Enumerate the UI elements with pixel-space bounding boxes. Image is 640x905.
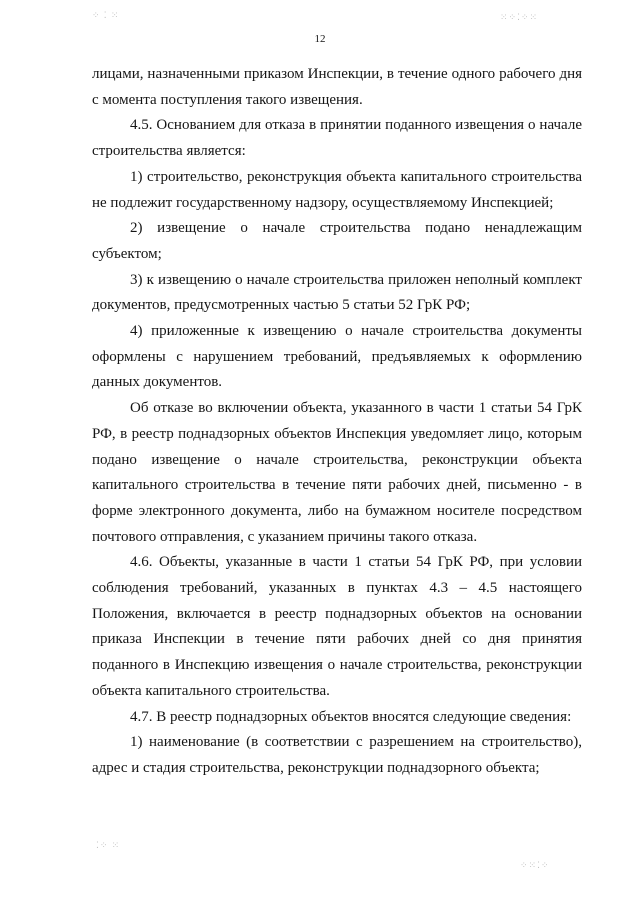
list-item-4: 4) приложенные к извещению о начале строительства документы оформлены с нарушением требований, предъявляемых к оформлению данных документов. bbox=[92, 323, 582, 391]
scan-noise: ⁘⁙⁚⁘ bbox=[520, 860, 550, 870]
scan-noise: ⁚⁘ ⁙ bbox=[96, 840, 121, 850]
document-body bbox=[92, 62, 582, 782]
list-item-3: 3) к извещению о начале строительства приложен неполный комплект документов, предусмотренных частью 5 статьи 52 ГрК РФ; bbox=[92, 271, 582, 314]
paragraph-4-5: 4.5. Основанием для отказа в принятии поданного извещения о начале строительства является: bbox=[92, 117, 582, 160]
list-item-4-7-1: 1) наименование (в соответствии с разрешением на строительство), адрес и стадия строительства, реконструкции поднадзорного объекта; bbox=[92, 734, 582, 776]
list-item-1: 1) строительство, реконструкция объекта капитального строительства не подлежит государственному надзору, осуществляемому Инспекцией; bbox=[92, 168, 582, 211]
scan-noise: ⁘ ⁚ ⁙ bbox=[92, 10, 120, 20]
scan-noise: ⁙⁘⁚⁘⁙ bbox=[500, 12, 539, 22]
paragraph-4-6: 4.6. Объекты, указанные в части 1 статьи 54 ГрК РФ, при условии соблюдения требований, указанных в пунктах 4.3 – 4.5 настоящего Положения, включается в реестр поднадзорных объектов на основании приказа Инспекции в течение пяти рабочих дней со дня принятия поданного в Инспекцию извещения о начале строительства, реконструкции объекта капитального строительства. bbox=[92, 554, 582, 699]
paragraph-refusal-notice: Об отказе во включении объекта, указанного в части 1 статьи 54 ГрК РФ, в реестр поднадзорных объектов Инспекция уведомляет лицо, которым подано извещение о начале строительства, реконструкции объекта капитального строительства в течение пяти рабочих дней, письменно - в форме электронного документа, либо на бумажном носителе посредством почтового отправления, с указанием причины такого отказа. bbox=[92, 400, 582, 545]
paragraph-4-7: 4.7. В реестр поднадзорных объектов вносятся следующие сведения: bbox=[130, 708, 572, 725]
list-item-2: 2) извещение о начале строительства подано ненадлежащим субъектом; bbox=[92, 220, 582, 262]
paragraph-continuation: лицами, назначенными приказом Инспекции, в течение одного рабочего дня с момента поступления такого извещения. bbox=[92, 66, 582, 108]
page-number: 12 bbox=[314, 33, 326, 45]
